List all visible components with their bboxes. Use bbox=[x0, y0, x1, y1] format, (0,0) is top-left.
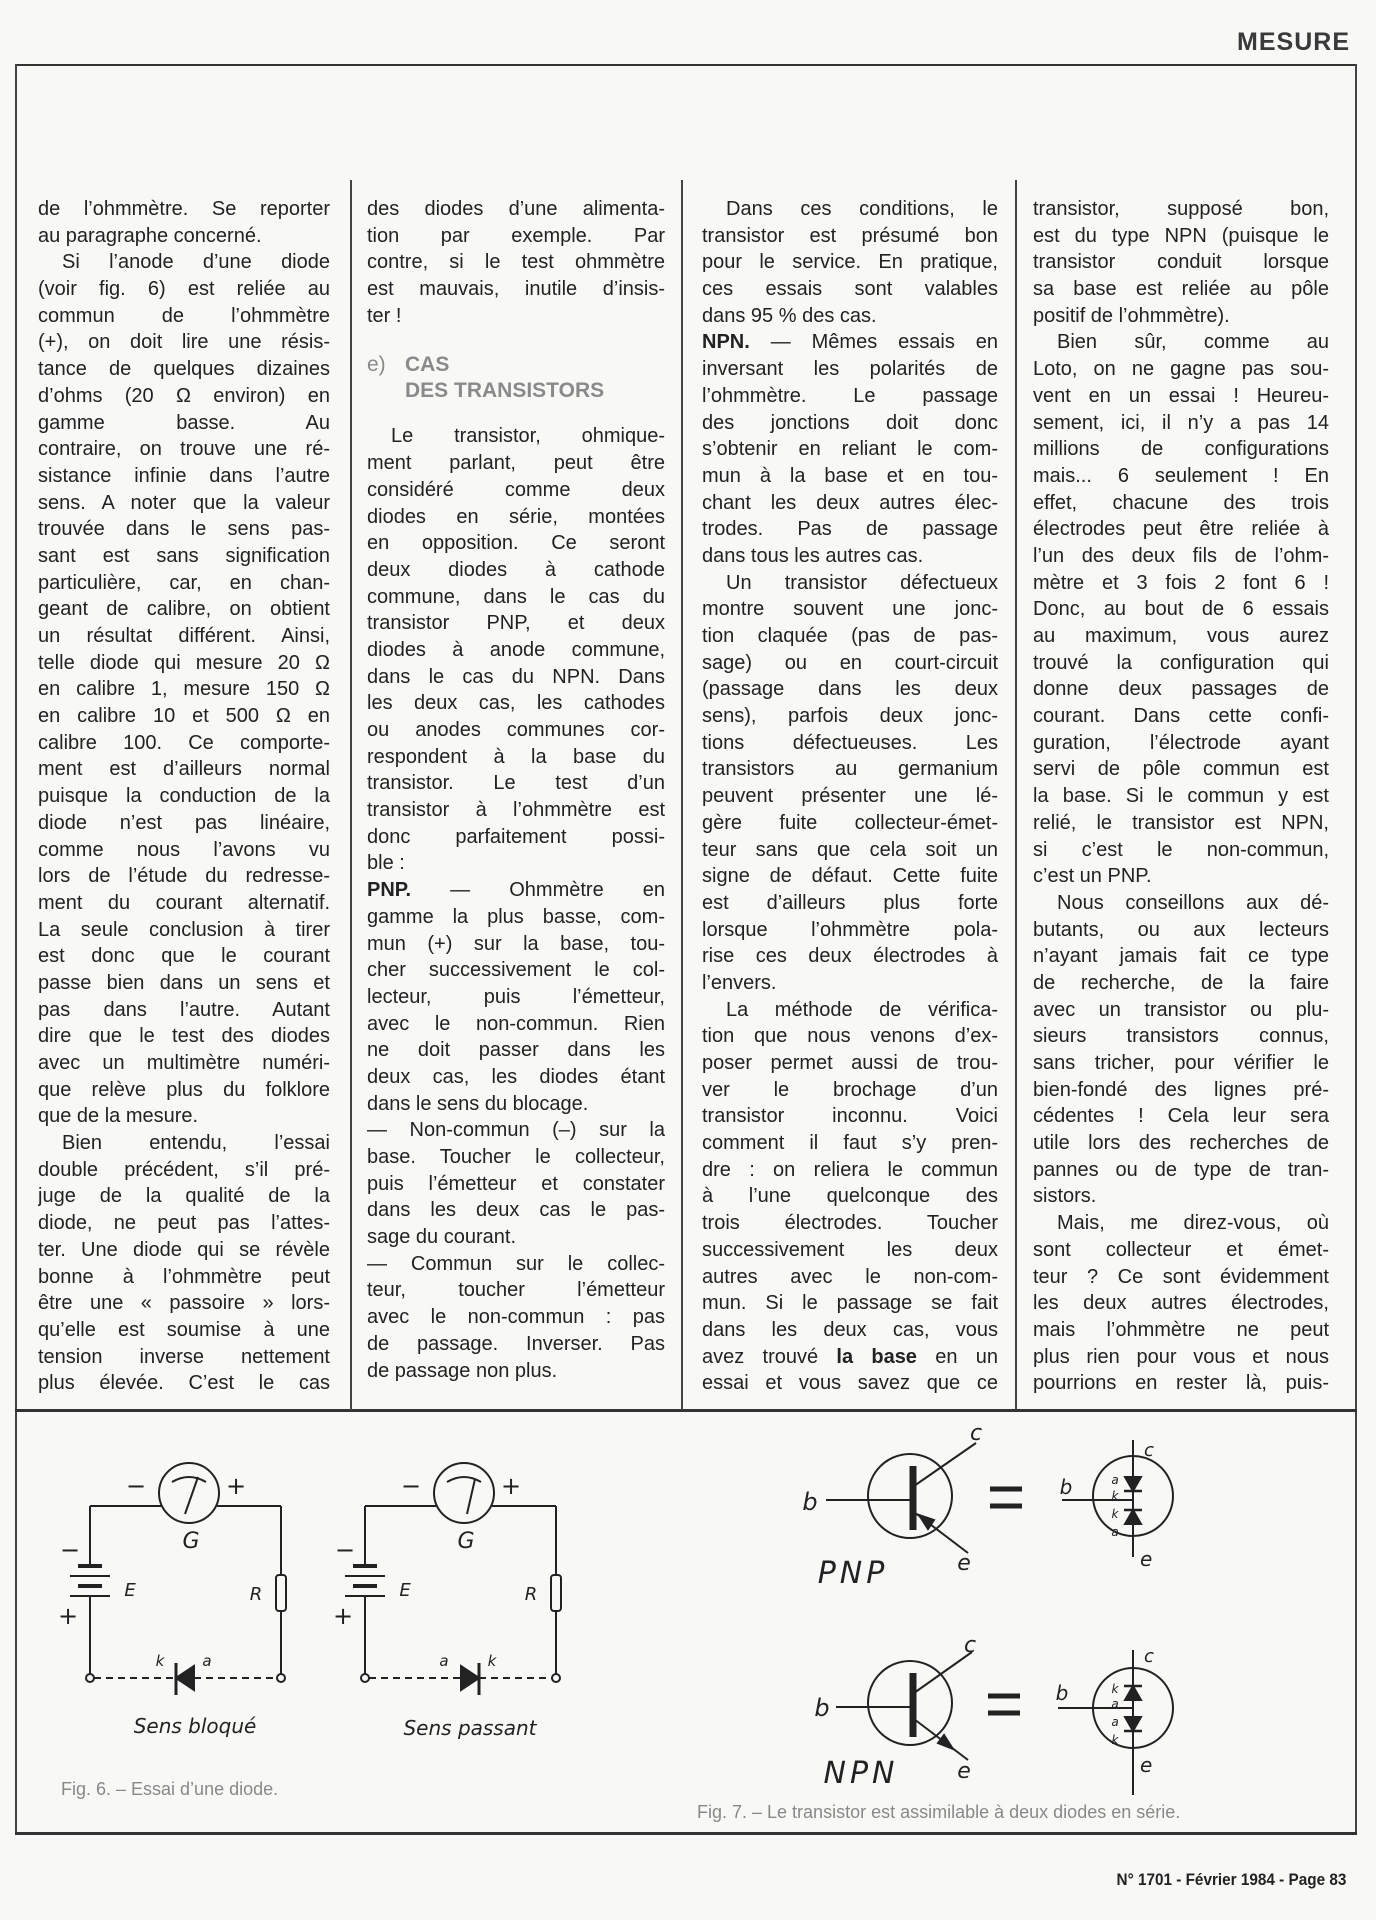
text-segment: positif de l’ohmmètre). bbox=[1033, 304, 1230, 327]
text-line: transistor PNP, et deux bbox=[367, 612, 665, 635]
text-line: sans tricher, pour vérifier le bbox=[1033, 1052, 1329, 1074]
terminal bbox=[277, 1674, 285, 1682]
text-segment: de passage non plus. bbox=[367, 1359, 558, 1382]
fig6-circuit-blocked bbox=[70, 1463, 286, 1695]
text-line: transistors au germanium bbox=[702, 758, 998, 781]
text-segment: c’est un PNP. bbox=[1033, 865, 1152, 888]
text-line: les deux autres électrodes, bbox=[1033, 1292, 1329, 1315]
fig6-labels-right bbox=[61, 1472, 538, 1799]
text-line: diode n’est pas linéaire, bbox=[38, 811, 330, 834]
text-segment: ter ! bbox=[367, 304, 402, 327]
cathode-label: k bbox=[487, 1652, 497, 1670]
meter-needle bbox=[185, 1477, 198, 1514]
text-line: transistor est présumé bon bbox=[702, 224, 998, 247]
text-segment: — Ohmmètre en bbox=[411, 879, 665, 902]
text-line: considéré comme deux bbox=[367, 478, 665, 501]
text-line: ter. Une diode qui se révèle bbox=[38, 1238, 330, 1261]
text-line: plus élevée. C’est le cas bbox=[38, 1372, 330, 1395]
anode-label: a bbox=[1111, 1473, 1119, 1487]
text-line: base. Toucher le collecteur, bbox=[367, 1146, 665, 1168]
cathode-label: k bbox=[1111, 1507, 1119, 1521]
text-segment: au paragraphe concerné. bbox=[38, 224, 262, 247]
text-line: avec le non-commun. Rien bbox=[367, 1012, 665, 1035]
text-line: de recherche, de la faire bbox=[1033, 971, 1329, 994]
text-line: trodes. Pas de passage bbox=[702, 518, 998, 541]
base-label: b bbox=[1055, 1681, 1069, 1705]
text-line: diodes à anode commune, bbox=[367, 638, 665, 661]
base-label: b bbox=[802, 1488, 818, 1516]
fig7-labels bbox=[697, 1421, 1180, 1822]
text-segment: sage du courant. bbox=[367, 1226, 516, 1249]
text-line: transistor à l’ohmmètre est bbox=[367, 799, 665, 822]
text-line: deux diodes à cathode bbox=[367, 558, 665, 581]
text-line: mais... 6 seulement ! En bbox=[1033, 464, 1329, 487]
meter-plus: + bbox=[225, 1472, 247, 1500]
diode-icon bbox=[461, 1666, 479, 1690]
text-line: sant est sans signification bbox=[38, 544, 330, 567]
text-segment: Le transistor, ohmique- bbox=[391, 425, 665, 448]
text-line: être une « passoire » lors- bbox=[38, 1292, 330, 1315]
text-segment: Bien entendu, l’essai bbox=[62, 1132, 330, 1155]
text-line: en calibre 10 et 500 Ω en bbox=[38, 705, 330, 728]
text-line: plus rien pour vous et nous bbox=[1033, 1345, 1329, 1368]
battery-plus: + bbox=[57, 1602, 79, 1630]
text-line: gamme la plus basse, com- bbox=[367, 905, 665, 928]
text-line: sens. A noter que la valeur bbox=[38, 491, 330, 514]
text-line: l’ohmmètre. Le passage bbox=[702, 384, 998, 407]
text-line: peuvent présenter une lé- bbox=[702, 785, 998, 808]
diode-icon bbox=[1125, 1477, 1141, 1491]
heading-line-1: CAS bbox=[405, 353, 450, 377]
text-line: utile lors des recherches de bbox=[1033, 1132, 1329, 1155]
terminal bbox=[361, 1674, 369, 1682]
text-segment: sistors. bbox=[1033, 1185, 1097, 1208]
text-segment: avez trouvé bbox=[702, 1345, 837, 1368]
emitter-label: e bbox=[1140, 1753, 1153, 1777]
heading-line-2: DES TRANSISTORS bbox=[405, 379, 605, 403]
text-line: deux cas, les diodes étant bbox=[367, 1065, 665, 1088]
text-segment: ble : bbox=[367, 852, 405, 875]
text-line: ver le brochage d’un bbox=[702, 1078, 998, 1101]
text-line: en calibre 1, mesure 150 Ω bbox=[38, 678, 330, 701]
text-line: cédentes ! Cela leur sera bbox=[1033, 1105, 1329, 1128]
text-line: teur ? Ce sont évidemment bbox=[1033, 1265, 1329, 1288]
collector-label: c bbox=[969, 1421, 983, 1446]
text-line: un résultat différent. Ainsi, bbox=[38, 625, 330, 647]
text-line: comment il faut s’y pren- bbox=[702, 1132, 998, 1155]
resistor-icon bbox=[551, 1575, 561, 1611]
text-line: trouvé la configuration qui bbox=[1033, 651, 1329, 674]
text-line: bonne à l’ohmmètre peut bbox=[38, 1265, 330, 1288]
text-line: d’ohms (20 Ω environ) en bbox=[38, 384, 330, 407]
text-line: signe de défaut. Cette fuite bbox=[702, 865, 998, 888]
text-line: avec le non-commun : pas bbox=[367, 1306, 665, 1329]
text-line: pour le service. En pratique, bbox=[702, 251, 998, 274]
text-line: sens), parfois deux jonc- bbox=[702, 705, 998, 728]
text-segment: dans 95 % des cas. bbox=[702, 304, 877, 327]
anode-label: a bbox=[1111, 1715, 1119, 1729]
text-line: les deux cas, les cathodes bbox=[367, 692, 665, 715]
fig6-labels-left bbox=[58, 1472, 262, 1738]
diode-icon bbox=[1125, 1686, 1141, 1700]
collector-label: c bbox=[963, 1633, 977, 1658]
text-line: lors de l’étude du redresse- bbox=[38, 865, 330, 888]
text-line: ment parlant, peut être bbox=[367, 452, 665, 475]
text-line: sistance infinie dans l’autre bbox=[38, 464, 330, 487]
text-line: courant. Dans cette confi- bbox=[1033, 705, 1329, 728]
text-segment: Dans ces conditions, le bbox=[726, 198, 998, 220]
text-line: particulière, car, en chan- bbox=[38, 571, 330, 594]
text-line: servi de pôle commun est bbox=[1033, 758, 1329, 781]
text-line: relié, le transistor est NPN, bbox=[1033, 811, 1329, 834]
fig6-circuit-passing bbox=[345, 1463, 561, 1695]
text-segment: Mais, me direz-vous, où bbox=[1057, 1212, 1329, 1235]
meter-minus: − bbox=[125, 1472, 147, 1500]
text-line: guration, l’électrode ayant bbox=[1033, 731, 1329, 754]
text-line: vent en un essai ! Heureu- bbox=[1033, 384, 1329, 407]
bold-text: PNP. bbox=[367, 879, 412, 902]
text-segment: dans tous les autres cas. bbox=[702, 544, 924, 567]
text-line: tion par exemple. Par bbox=[367, 224, 665, 247]
text-line: bien-fondé des lignes pré- bbox=[1033, 1078, 1329, 1101]
text-line: autres avec le non-com- bbox=[702, 1265, 998, 1288]
base-label: b bbox=[814, 1694, 830, 1722]
text-line: trois électrodes. Toucher bbox=[702, 1212, 998, 1235]
meter-label: G bbox=[182, 1529, 200, 1554]
text-line: successivement les deux bbox=[702, 1238, 998, 1261]
text-line: mun à la base et en tou- bbox=[702, 464, 998, 487]
cathode-label: k bbox=[1111, 1489, 1119, 1503]
emitter-label: e bbox=[957, 1551, 971, 1576]
bold-text: la base bbox=[836, 1345, 917, 1368]
text-line: respondent à la base du bbox=[367, 745, 665, 768]
terminal bbox=[552, 1674, 560, 1682]
text-line: passe bien dans un sens et bbox=[38, 971, 330, 994]
text-line: sage) ou en court-circuit bbox=[702, 651, 998, 674]
battery-minus: − bbox=[59, 1536, 81, 1564]
cathode-label: k bbox=[1111, 1682, 1119, 1696]
fig7-pnp-symbol bbox=[826, 1440, 1173, 1557]
text-segment: — Mêmes essais en bbox=[749, 331, 998, 354]
text-line: puisque la conduction de la bbox=[38, 785, 330, 808]
text-line: (voir fig. 6) est reliée au bbox=[38, 278, 330, 301]
text-segment: que de la mesure. bbox=[38, 1105, 199, 1128]
text-line: des jonctions doit donc bbox=[702, 411, 998, 434]
collector-label: c bbox=[1144, 1646, 1154, 1667]
text-line: mètre et 3 fois 2 font 6 ! bbox=[1033, 571, 1329, 594]
text-line: montre souvent une jonc- bbox=[702, 598, 998, 621]
text-line: qu’elle est soumise à une bbox=[38, 1318, 330, 1341]
text-line: tance de quelques dizaines bbox=[38, 358, 330, 381]
meter-label: G bbox=[457, 1529, 475, 1554]
anode-label: a bbox=[439, 1652, 449, 1670]
text-line: La seule conclusion à tirer bbox=[38, 918, 330, 941]
text-line: tion claquée (pas de pas- bbox=[702, 625, 998, 647]
text-line: diodes en série, montées bbox=[367, 505, 665, 528]
emitter-arrow-in bbox=[919, 1515, 934, 1529]
text-line: de l’ohmmètre. Se reporter bbox=[38, 198, 330, 220]
diode-icon bbox=[1125, 1717, 1141, 1731]
text-line: avec un multimètre numéri- bbox=[38, 1052, 330, 1074]
text-line: diode, ne peut pas l’attes- bbox=[38, 1212, 330, 1235]
text-line: poser permet aussi de trou- bbox=[702, 1052, 998, 1074]
text-line: contre, si le test ohmmètre bbox=[367, 251, 665, 274]
text-line: trouvée dans le sens pas- bbox=[38, 518, 330, 541]
galvanometer-icon bbox=[434, 1463, 494, 1523]
text-line: sement, ici, il n’y a pas 14 bbox=[1033, 411, 1329, 434]
text-line: transistor. Le test d’un bbox=[367, 772, 665, 795]
emitter-label: e bbox=[1140, 1547, 1153, 1571]
text-segment: Nous conseillons aux dé- bbox=[1057, 891, 1329, 914]
page-footer: N° 1701 - Février 1984 - Page 83 bbox=[1116, 1870, 1346, 1889]
text-line: — Commun sur le collec- bbox=[367, 1252, 665, 1275]
section-title: MESURE bbox=[1237, 28, 1350, 56]
text-line: que relève plus du folklore bbox=[38, 1078, 330, 1101]
text-line: gère fuite collecteur-émet- bbox=[702, 811, 998, 834]
battery-label: E bbox=[399, 1580, 411, 1601]
text-line: (passage dans les deux bbox=[702, 678, 998, 701]
resistor-icon bbox=[276, 1575, 286, 1611]
text-line: juge de la qualité de la bbox=[38, 1185, 330, 1208]
emitter-label: e bbox=[957, 1759, 971, 1784]
text-line: n’ayant jamais fait ce type bbox=[1033, 945, 1329, 968]
text-line: pas dans l’autre. Autant bbox=[38, 998, 330, 1021]
galvanometer-icon bbox=[159, 1463, 219, 1523]
text-segment: Bien sûr, comme au bbox=[1057, 331, 1329, 354]
text-line: donne deux passages de bbox=[1033, 678, 1329, 701]
text-line: sont collecteur et émet- bbox=[1033, 1238, 1329, 1261]
battery-minus: − bbox=[334, 1536, 356, 1564]
anode-label: a bbox=[1111, 1697, 1119, 1711]
text-line: dre : on reliera le commun bbox=[702, 1158, 998, 1181]
text-line: lecteur, puis l’émetteur, bbox=[367, 985, 665, 1008]
text-line: tions défectueuses. Les bbox=[702, 731, 998, 754]
meter-needle bbox=[467, 1479, 475, 1514]
text-line: transistor inconnu. Voici bbox=[702, 1105, 998, 1128]
text-line: en opposition. Ce seront bbox=[367, 532, 665, 555]
text-line: au maximum, vous aurez bbox=[1033, 625, 1329, 647]
text-line: ces essais sont valables bbox=[702, 278, 998, 301]
collector-lead bbox=[914, 1652, 972, 1693]
text-line: Loto, on ne gagne pas sou- bbox=[1033, 358, 1329, 381]
heading-marker: e) bbox=[367, 353, 386, 377]
text-segment: l’envers. bbox=[702, 971, 777, 994]
text-line: transistor, supposé bon, bbox=[1033, 198, 1329, 220]
cathode-label: k bbox=[1111, 1733, 1119, 1747]
text-line: ment du courant alternatif. bbox=[38, 891, 330, 914]
collector-lead bbox=[914, 1443, 976, 1486]
text-line: à l’une quelconque des bbox=[702, 1185, 998, 1208]
text-line: commune, dans le cas du bbox=[367, 585, 665, 608]
text-line: geant de calibre, on obtient bbox=[38, 598, 330, 621]
text-line: tion que nous venons d’ex- bbox=[702, 1025, 998, 1048]
text-line: calibre 100. Ce comporte- bbox=[38, 731, 330, 754]
text-segment: Si l’anode d’une diode bbox=[62, 251, 330, 274]
text-line: Donc, au bout de 6 essais bbox=[1033, 598, 1329, 621]
text-line: (+), on doit lire une résis- bbox=[38, 331, 330, 354]
text-segment: dans le sens du blocage. bbox=[367, 1092, 589, 1115]
text-line: l’un des deux fils de l’ohm- bbox=[1033, 544, 1329, 567]
meter-plus: + bbox=[500, 1472, 522, 1500]
text-line: telle diode qui mesure 20 Ω bbox=[38, 651, 330, 674]
anode-label: a bbox=[1111, 1525, 1119, 1539]
cathode-label: k bbox=[155, 1652, 165, 1670]
text-line: ou anodes communes cor- bbox=[367, 719, 665, 741]
text-line: sieurs transistors connus, bbox=[1033, 1025, 1329, 1048]
text-line: — Non-commun (–) sur la bbox=[367, 1119, 665, 1142]
text-line: sa base est reliée au pôle bbox=[1033, 278, 1329, 301]
text-line: mun (+) sur la base, tou- bbox=[367, 932, 665, 955]
text-line: contraire, on trouve une ré- bbox=[38, 438, 330, 461]
text-line: ment est d’ailleurs normal bbox=[38, 758, 330, 781]
meter-scale bbox=[172, 1477, 206, 1482]
text-line: de passage. Inverser. Pas bbox=[367, 1332, 665, 1355]
text-line: est du type NPN (puisque le bbox=[1033, 224, 1329, 247]
text-segment: Un transistor défectueux bbox=[726, 571, 998, 594]
text-line: teur sans que cela soit un bbox=[702, 838, 998, 861]
passing-direction-label: Sens passant bbox=[403, 1716, 537, 1740]
resistor-label: R bbox=[524, 1584, 538, 1605]
text-line: est donc que le courant bbox=[38, 945, 330, 968]
text-line: dans le cas du NPN. Dans bbox=[367, 665, 665, 688]
text-line: rise ces deux électrodes à bbox=[702, 945, 998, 968]
terminal bbox=[86, 1674, 94, 1682]
text-line: si c’est le non-commun, bbox=[1033, 838, 1329, 861]
text-line: est mauvais, inutile d’insis- bbox=[367, 278, 665, 301]
bold-text: NPN. bbox=[702, 331, 750, 354]
text-line: comme nous l’avons vu bbox=[38, 838, 330, 861]
text-line: chant les deux autres élec- bbox=[702, 491, 998, 514]
text-line: millions de configurations bbox=[1033, 438, 1329, 461]
battery-label: E bbox=[124, 1580, 136, 1601]
text-line: la base. Si le commun y est bbox=[1033, 785, 1329, 808]
text-line: pourrions en rester là, puis- bbox=[1033, 1372, 1329, 1395]
diode-icon bbox=[176, 1666, 194, 1690]
text-segment: La méthode de vérifica- bbox=[726, 998, 998, 1021]
text-line: des diodes d’une alimenta- bbox=[367, 198, 665, 220]
fig6-caption: Fig. 6. – Essai d’une diode. bbox=[61, 1779, 279, 1799]
text-line: s’obtenir en reliant le com- bbox=[702, 438, 998, 461]
blocked-direction-label: Sens bloqué bbox=[133, 1714, 257, 1738]
text-line: avec un transistor ou plu- bbox=[1033, 998, 1329, 1021]
anode-label: a bbox=[202, 1652, 212, 1670]
npn-label: NPN bbox=[823, 1756, 899, 1791]
text-segment: en un bbox=[916, 1345, 998, 1368]
text-line: commun de l’ohmmètre bbox=[38, 304, 330, 327]
text-line: mun. Si le passage se fait bbox=[702, 1292, 998, 1315]
text-line: ne doit passer dans les bbox=[367, 1039, 665, 1062]
text-line: tension inverse nettement bbox=[38, 1345, 330, 1368]
meter-minus: − bbox=[400, 1472, 422, 1500]
text-line: donc parfaitement possi- bbox=[367, 825, 665, 848]
pnp-label: PNP bbox=[817, 1556, 889, 1591]
text-line: teur, toucher l’émetteur bbox=[367, 1279, 665, 1302]
text-line: dire que le test des diodes bbox=[38, 1025, 330, 1048]
text-line: essai et vous savez que ce bbox=[702, 1372, 998, 1395]
text-line: inversant les polarités de bbox=[702, 358, 998, 381]
text-line: transistor conduit lorsque bbox=[1033, 251, 1329, 274]
text-line: dans les deux cas, vous bbox=[702, 1318, 998, 1341]
text-line: pannes ou de type de tran- bbox=[1033, 1158, 1329, 1181]
text-line: puis l’émetteur et constater bbox=[367, 1172, 665, 1195]
fig7-caption: Fig. 7. – Le transistor est assimilable à deux diodes en série. bbox=[697, 1802, 1181, 1822]
base-label: b bbox=[1059, 1475, 1073, 1499]
battery-plus: + bbox=[332, 1602, 354, 1630]
text-line: électrodes peut être reliée à bbox=[1033, 518, 1329, 541]
resistor-label: R bbox=[249, 1584, 263, 1605]
text-line: lorsque l’ohmmètre pola- bbox=[702, 918, 998, 941]
text-line: mais l’ohmmètre ne peut bbox=[1033, 1318, 1329, 1341]
text-line: est d’ailleurs plus forte bbox=[702, 891, 998, 914]
text-line: effet, chacune des trois bbox=[1033, 491, 1329, 514]
text-line: double précédent, s’il pré- bbox=[38, 1158, 330, 1181]
text-line: dans les deux cas le pas- bbox=[367, 1199, 665, 1222]
collector-label: c bbox=[1144, 1440, 1154, 1461]
emitter-arrow-out bbox=[938, 1735, 953, 1749]
diode-icon bbox=[1125, 1510, 1141, 1524]
text-line: cher successivement le col- bbox=[367, 959, 665, 982]
text-line: butants, ou aux lecteurs bbox=[1033, 918, 1329, 941]
text-line: gamme basse. Au bbox=[38, 411, 330, 434]
